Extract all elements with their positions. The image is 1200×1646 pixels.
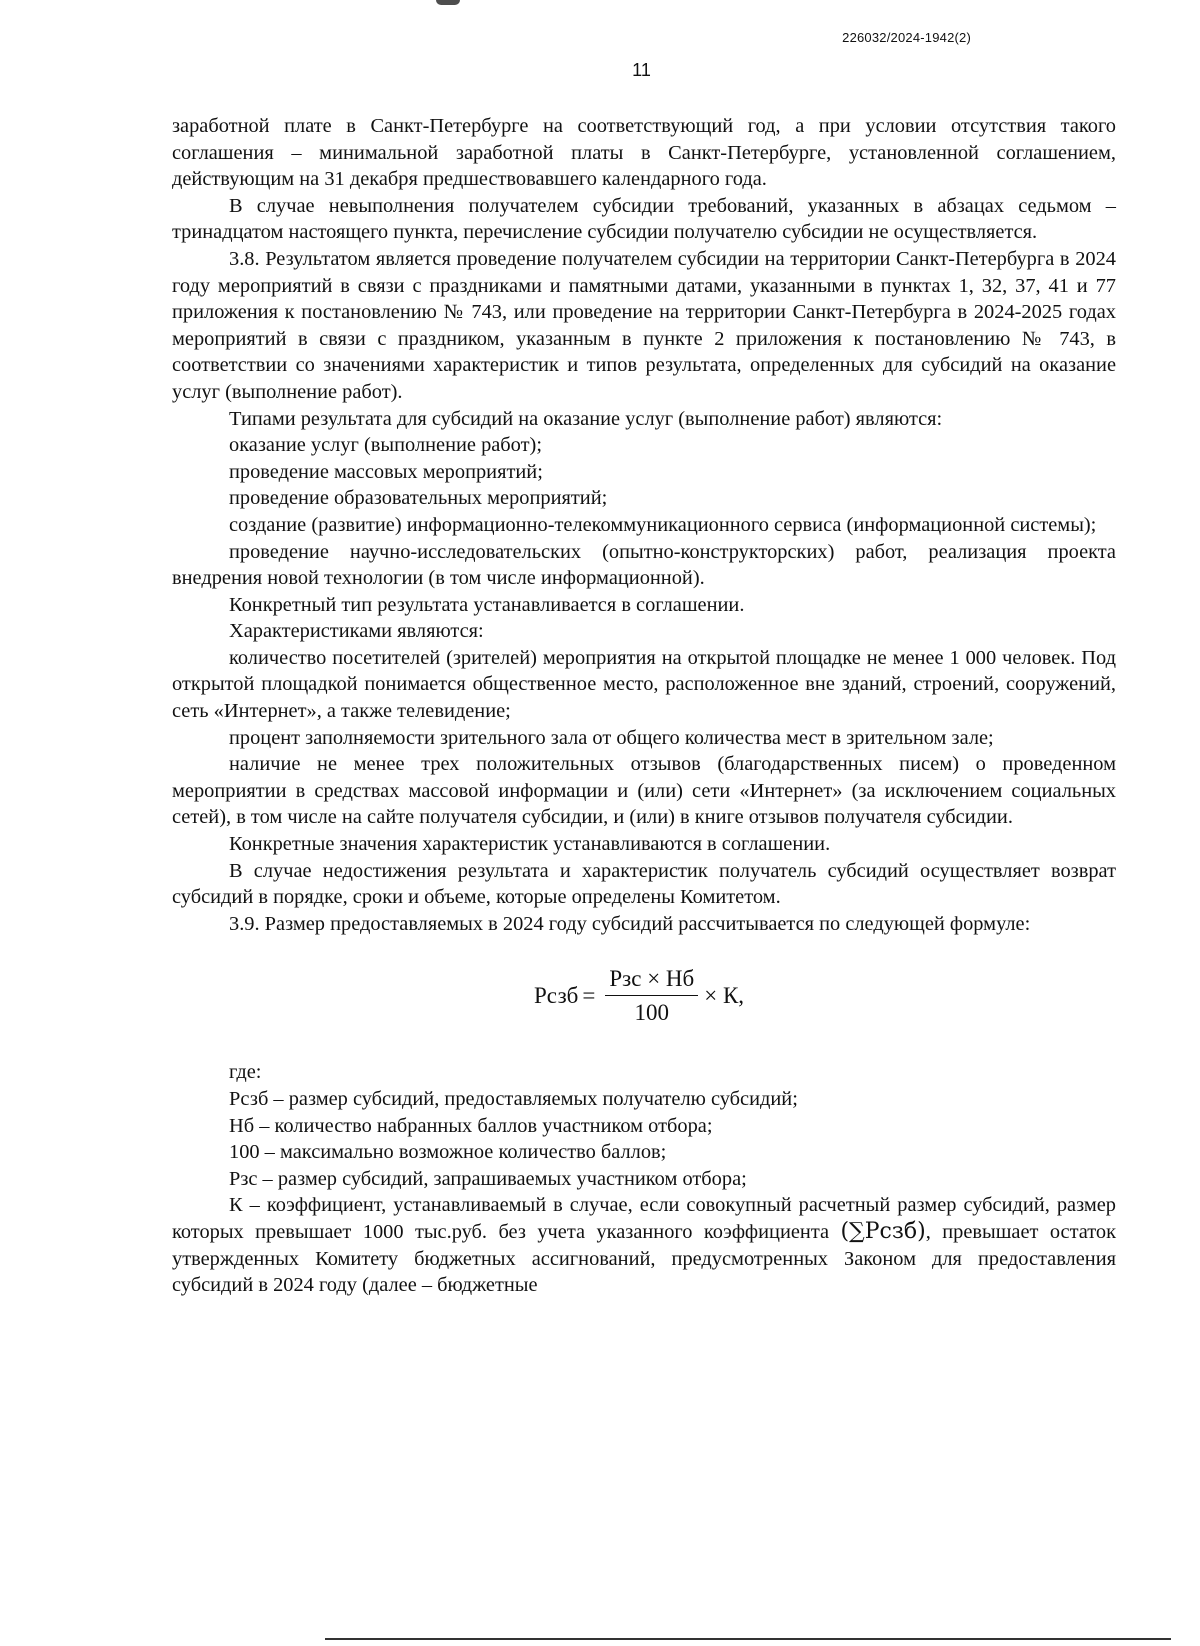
scan-mark: [436, 0, 460, 5]
list-item: проведение массовых мероприятий;: [229, 460, 543, 483]
list-item: оказание услуг (выполнение работ);: [229, 434, 542, 457]
paragraph-3-8: 3.8. Результатом является проведение получателем субсидии на территории Санкт-Петербурга в 2024 году мероприятий в связи с праздниками и памятными датами, указанными в пунктах 1, 32, 37, 41 и 77 приложения к постановлению № 743, или проведение на территории Санкт-Петербурга в 2024-2025 годах мероприятий в связи с праздником, указанным в пункте 2 приложения к постановлению № 743, в соответствии со значениями характеристик и типов результата, определенных для субсидий на оказание услуг (выполнение работ).: [172, 247, 1116, 403]
formula-lhs: Рсзб: [534, 982, 579, 1008]
definition: Рсзб – размер субсидий, предоставляемых получателю субсидий;: [229, 1088, 798, 1110]
list-item: количество посетителей (зрителей) мероприятия на открытой площадке не менее 1 000 человек. Под открытой площадкой понимается общественное место, расположенное вне зданий, строений, сооружений, сеть «Интернет», а также телевидение;: [172, 646, 1116, 723]
definition: 100 – максимально возможное количество баллов;: [229, 1141, 667, 1164]
list-item: проведение научно-исследовательских (опытно-конструкторских) работ, реализация проекта внедрения новой технологии (в том числе информационной).: [172, 540, 1116, 590]
formula-tail: × К,: [704, 982, 745, 1008]
document-number: 226032/2024-1942(2): [842, 30, 971, 45]
paragraph: Типами результата для субсидий на оказание услуг (выполнение работ) являются:: [229, 407, 943, 430]
list-item: наличие не менее трех положительных отзывов (благодарственных писем) о проведенном мероприятии в средствах массовой информации и (или) сети «Интернет» (за исключением социальных сетей), в том числе на сайте получателя субсидии, и (или) в книге отзывов получателя субсидии.: [172, 753, 1116, 829]
list-item: создание (развитие) информационно-телекоммуникационного сервиса (информационной системы);: [229, 513, 1097, 536]
paragraph: заработной плате в Санкт-Петербурге на соответствующий год, а при условии отсутствия такого соглашения – минимальной заработной платы в Санкт-Петербурге, установленной соглашением, действующим на 31 декабря предшествовавшего календарного года.: [172, 115, 1116, 191]
list-item: проведение образовательных мероприятий;: [229, 487, 608, 510]
coefficient-text-end: , превышает остаток утвержденных Комитету бюджетных ассигнований, предусмотренных Законом для предоставления субсидий в 2024 году (далее – бюджетные: [172, 1220, 1117, 1297]
page-number: 11: [632, 60, 651, 80]
paragraph: Конкретные значения характеристик устанавливаются в соглашении.: [229, 833, 831, 856]
document-body: [172, 113, 1116, 1299]
paragraph-where: где:: [229, 1061, 262, 1084]
definition-coefficient: [172, 1192, 1116, 1298]
formula: [172, 943, 1116, 1055]
coefficient-text-start: К – коэффициент, устанавливаемый в случае, если совокупный расчетный размер субсидий, размер которых превышает 1000 тыс.руб. без учета указанного коэффициента: [172, 1194, 1116, 1243]
paragraph-3-9: 3.9. Размер предоставляемых в 2024 году субсидий рассчитывается по следующей формуле:: [229, 912, 1031, 935]
formula-equals: =: [582, 982, 596, 1008]
formula-numerator: Рзс × Нб: [605, 965, 698, 996]
formula-fraction: [605, 965, 698, 1026]
paragraph: Конкретный тип результата устанавливается в соглашении.: [229, 593, 745, 616]
paragraph: Характеристиками являются:: [229, 620, 484, 643]
definition: Рзс – размер субсидий, запрашиваемых участником отбора;: [229, 1167, 747, 1190]
page-bottom-line: [325, 1638, 1171, 1640]
formula-expression: [534, 965, 744, 1026]
formula-denominator: 100: [634, 1000, 670, 1026]
sum-symbol: (∑Рсзб): [840, 1218, 926, 1244]
list-item: процент заполняемости зрительного зала от общего количества мест в зрительном зале;: [229, 726, 994, 749]
paragraph: В случае невыполнения получателем субсидии требований, указанных в абзацах седьмом – тринадцатом настоящего пункта, перечисление субсидии получателю субсидии не осуществляется.: [172, 194, 1116, 244]
paragraph: В случае недостижения результата и характеристик получатель субсидий осуществляет возврат субсидий в порядке, сроки и объеме, которые определены Комитетом.: [172, 859, 1116, 909]
definition: Нб – количество набранных баллов участником отбора;: [229, 1114, 713, 1137]
